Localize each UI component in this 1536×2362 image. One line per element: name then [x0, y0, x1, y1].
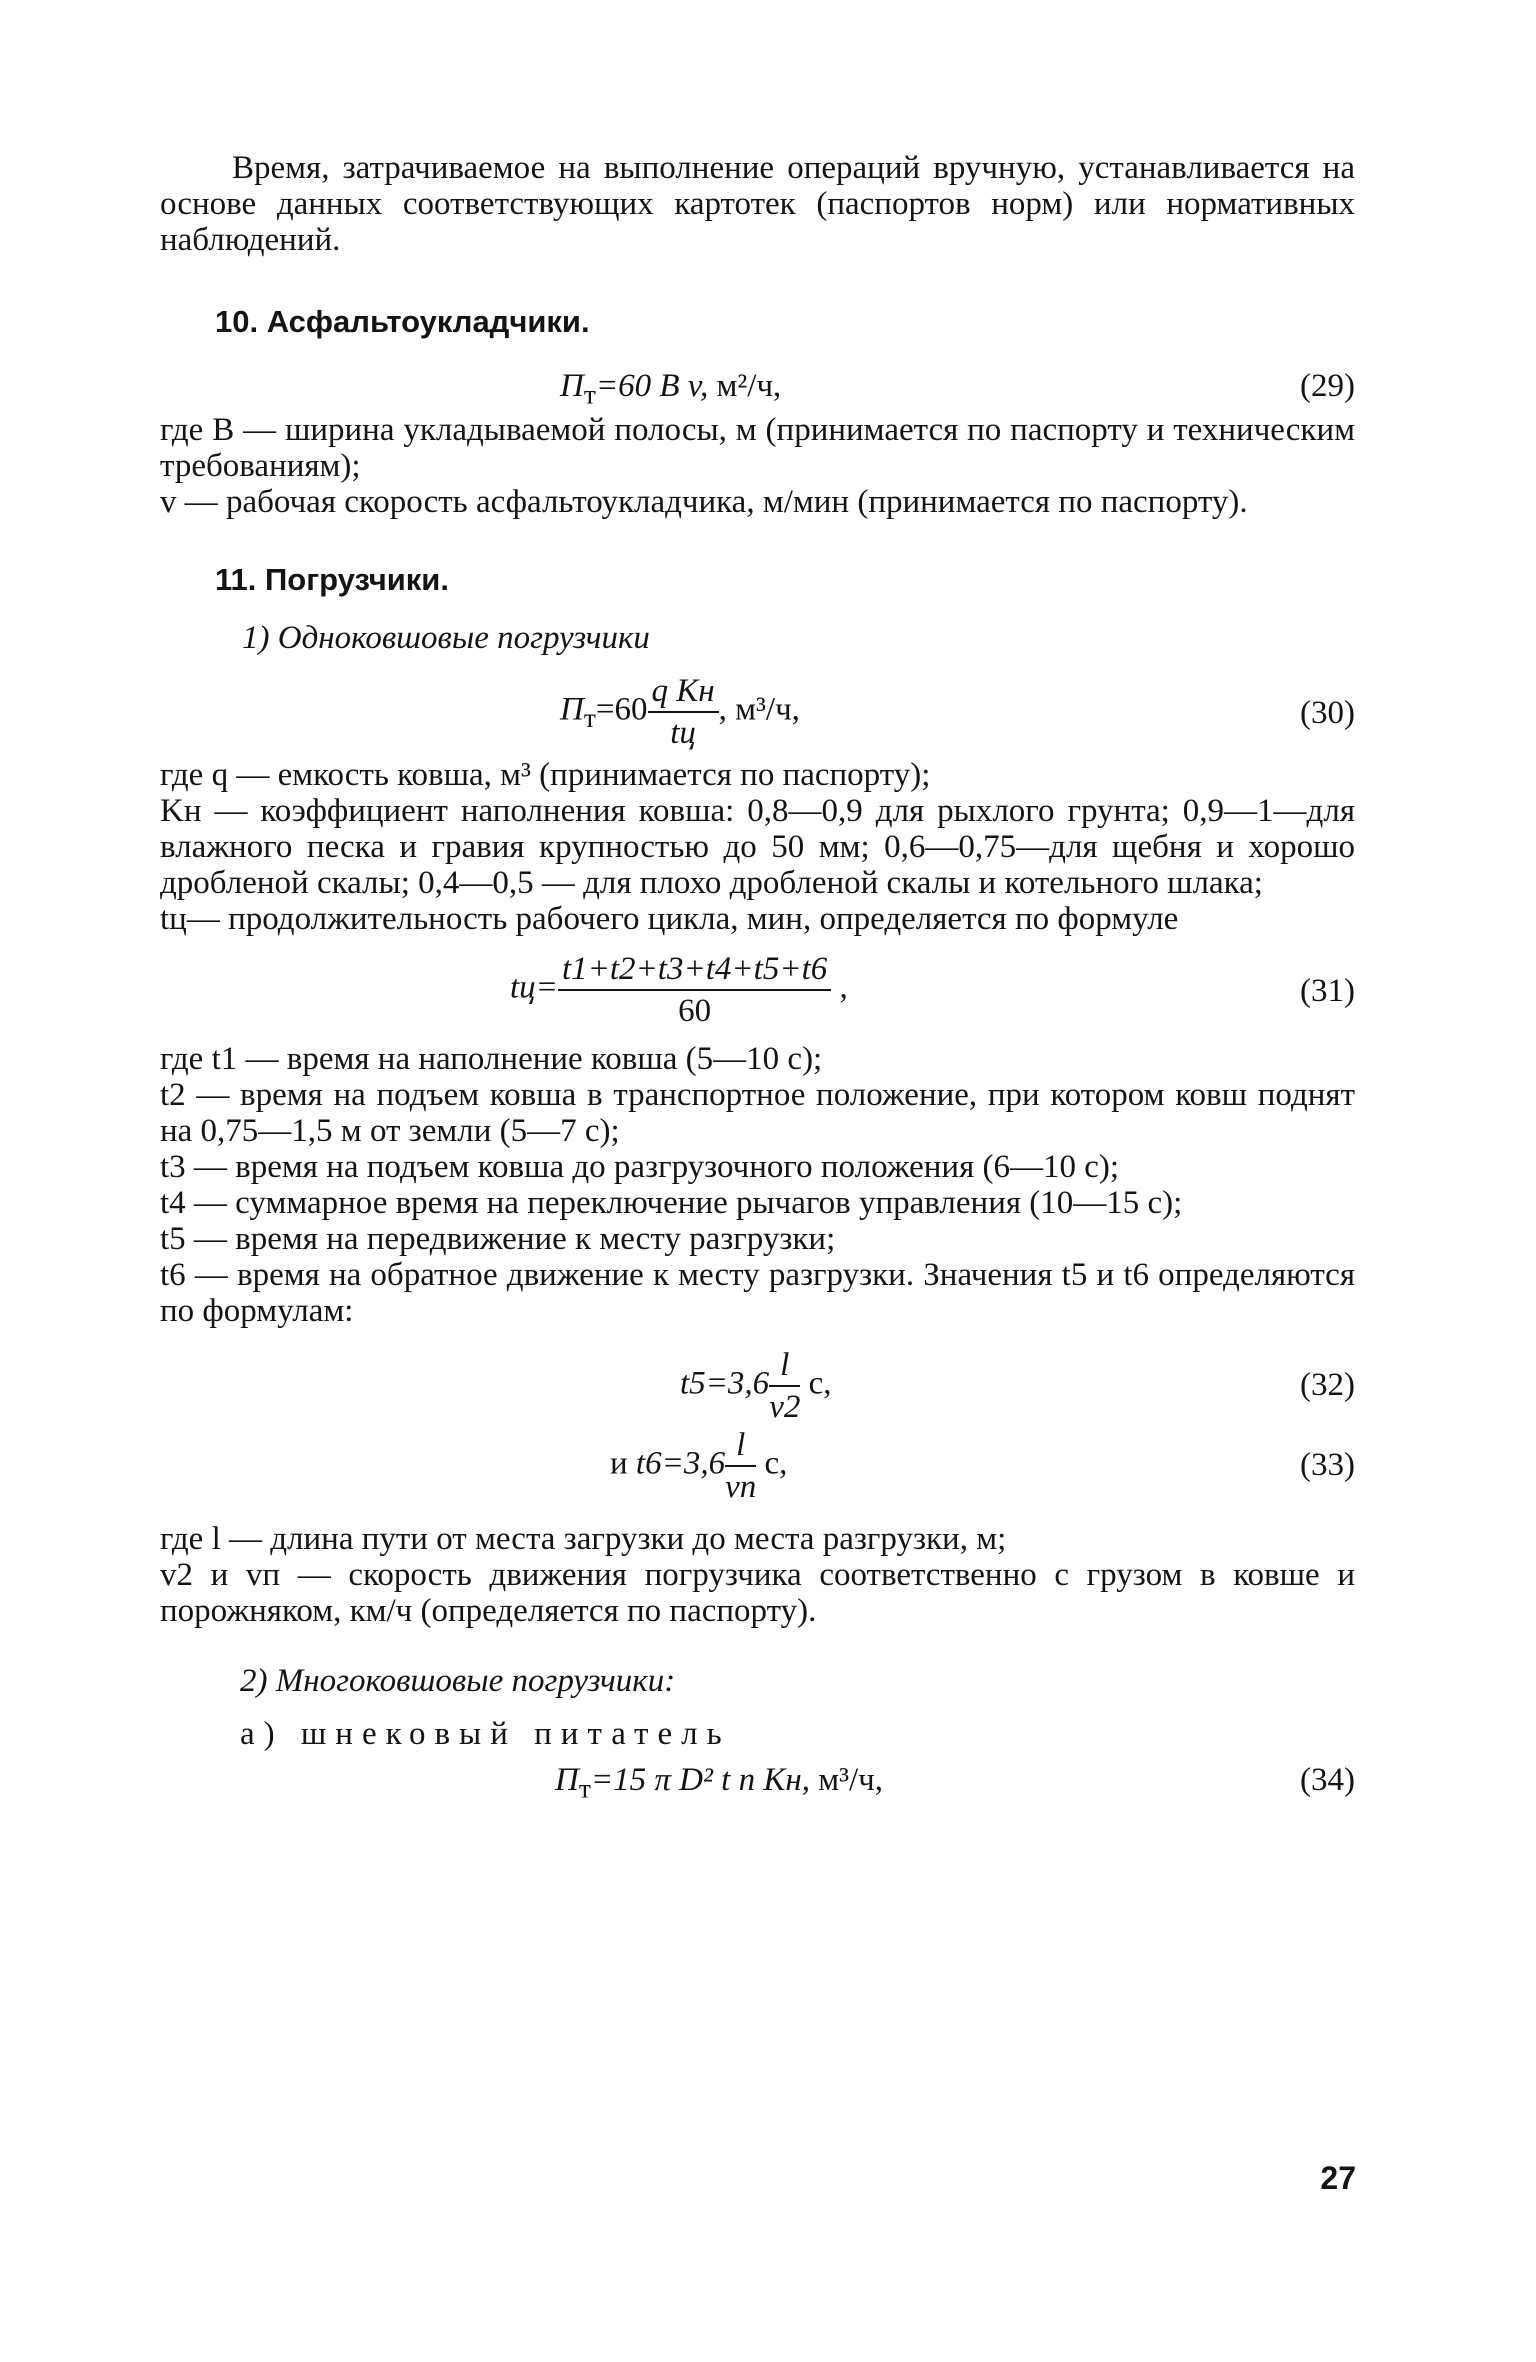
equation-30: $П_т=60$ $\frac{\text{q Kн}}{tц}$ , м³/ч, (30)	[560, 673, 1355, 751]
definition-t2: t2 — время на подъем ковша в транспортное положение, при котором ковш поднят на 0,75—1,5 м от земли (5—7 с);	[160, 1077, 1355, 1149]
equation-number: (33)	[1300, 1447, 1355, 1483]
equation-31: tц= $\frac{t1+t2+t3+t4+t5+t6}{60}$ , (31)	[510, 951, 1355, 1029]
page-number: 27	[1320, 2160, 1356, 2196]
equation-number: (29)	[1300, 368, 1355, 404]
definition-v: v — рабочая скорость асфальтоукладчика, м/мин (принимается по паспорту).	[160, 484, 1248, 520]
section-10-heading: 10. Асфальтоукладчики.	[215, 304, 590, 339]
definition-q: где q — емкость ковша, м³ (принимается по паспорту);	[160, 757, 931, 793]
equation-34: $П_т=15$ π D² t n Kн, м³/ч, (34)	[555, 1762, 1355, 1804]
definition-b: где B — ширина укладываемой полосы, м (принимается по паспорту и техническим требованиям);	[160, 412, 1355, 484]
item-a-label: а) шнековый питатель	[240, 1716, 731, 1752]
equation-number: (34)	[1300, 1762, 1355, 1798]
intro-paragraph: Время, затрачиваемое на выполнение операций вручную, устанавливается на основе данных соответствующих картотек (паспортов норм) или нормативных наблюдений.	[160, 150, 1355, 258]
equation-32: t5=3,6 $\frac{l}{v2}$ с, (32)	[680, 1347, 1355, 1425]
definition-v2-vp: v2 и vп — скорость движения погрузчика соответственно с грузом в ковше и порожняком, км/ч (определяется по паспорту).	[160, 1557, 1355, 1629]
definition-t3: t3 — время на подъем ковша до разгрузочного положения (6—10 с);	[160, 1149, 1120, 1185]
definition-t4: t4 — суммарное время на переключение рычагов управления (10—15 с);	[160, 1185, 1183, 1221]
equation-29: $П_т=60$ B v, м²/ч, (29)	[560, 368, 1355, 410]
equation-33: и t6=3,6 $\frac{l}{vп}$ с, (33)	[610, 1427, 1355, 1505]
definition-tc: tц— продолжительность рабочего цикла, мин, определяется по формуле	[160, 901, 1179, 937]
subsection-2-title: 2) Многоковшовые погрузчики:	[240, 1663, 676, 1699]
equation-number: (31)	[1300, 973, 1355, 1009]
definition-t6: t6 — время на обратное движение к месту разгрузки. Значения t5 и t6 определяются по формулам:	[160, 1257, 1355, 1329]
subsection-1-title: 1) Одноковшовые погрузчики	[242, 620, 650, 656]
definition-t1: где t1 — время на наполнение ковша (5—10 с);	[160, 1041, 823, 1077]
definition-t5: t5 — время на передвижение к месту разгрузки;	[160, 1221, 836, 1257]
equation-number: (32)	[1300, 1367, 1355, 1403]
definition-l: где l — длина пути от места загрузки до места разгрузки, м;	[160, 1521, 1007, 1557]
definition-kn: Kн — коэффициент наполнения ковша: 0,8—0,9 для рыхлого грунта; 0,9—1—для влажного песка и гравия крупностью до 50 мм; 0,6—0,75—для щебня и хорошо дробленой скалы; 0,4—0,5 — для плохо дробленой скалы и котельного шлака;	[160, 793, 1355, 901]
page-body	[160, 150, 1355, 1806]
section-11-heading: 11. Погрузчики.	[215, 562, 449, 597]
equation-number: (30)	[1300, 695, 1355, 731]
